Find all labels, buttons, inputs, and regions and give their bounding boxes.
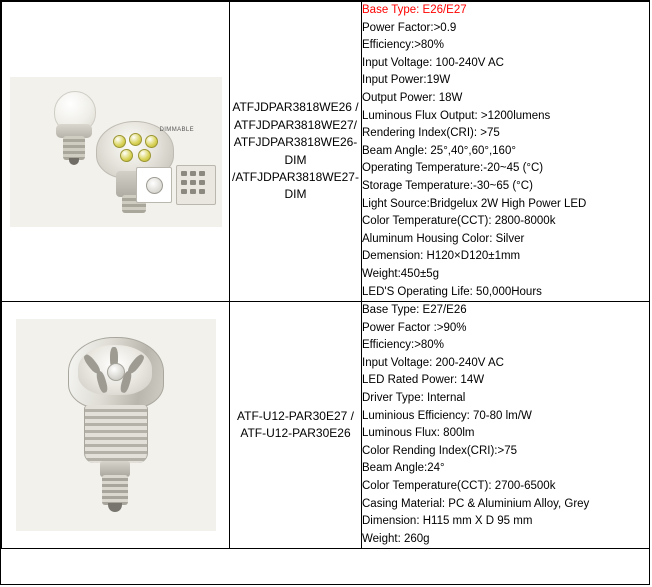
product-image-cell [2,2,230,302]
spec-item: Demension: H120×D120±1mm [362,250,521,263]
par30-lamp-icon [68,337,164,517]
spec-item: Operating Temperature:-20~45 (°C) [362,162,544,175]
spec-item: Luminious Efficiency: 70-80 lm/W [362,409,532,422]
spec-item: Rendering Index(CRI): >75 [362,127,500,140]
model-number-cell: ATF-U12-PAR30E27 / ATF-U12-PAR30E26 [230,302,362,549]
spec-item: Efficiency:>80% [362,39,444,52]
table-row [2,302,650,549]
spec-item: Input Voltage: 200-240V AC [362,356,504,369]
spec-item: Base Type: E26/E27 [362,4,467,16]
par38-bulb-back-icon [48,91,100,167]
spec-item: Color Temperature(CCT): 2700-6500k [362,480,556,493]
spec-item: Light Source:Bridgelux 2W High Power LED [362,197,587,210]
spec-item: Driver Type: Internal [362,392,466,405]
remote-control-icon [176,165,216,205]
spec-item: Input Voltage: 100-240V AC [362,56,504,69]
dimmable-caption: DIMMABLE [159,126,195,133]
spec-item: Input Power:19W [362,74,451,87]
spec-item: Luminous Flux Output: >1200lumens [362,109,551,122]
spec-item: Beam Angle:24° [362,462,445,475]
spec-item: Beam Angle: 25°,40°,60°,160° [362,144,516,157]
spec-item: Storage Temperature:-30~65 (°C) [362,179,533,192]
par30-lamp-photo [16,319,216,531]
spec-item: Output Power: 18W [362,91,463,104]
spec-item: Power Factor:>0.9 [362,21,457,34]
product-image-cell [2,302,230,549]
spec-item: Dimension: H115 mm X D 95 mm [362,515,533,528]
spec-list [362,2,649,301]
model-number-cell: ATFJDPAR3818WE26 / ATFJDPAR3818WE27/ ATFJDPAR3818WE26-DIM /ATFJDPAR3818WE27-DIM [230,2,362,302]
specifications-cell [362,302,650,549]
spec-item: Weight:450±5g [362,267,440,280]
spec-item: Power Factor :>90% [362,321,467,334]
spec-item: Color Temperature(CCT): 2800-8000k [362,215,556,228]
table-row [2,2,650,302]
spec-item: Efficiency:>80% [362,339,444,352]
specifications-cell [362,2,650,302]
spec-item: LED Rated Power: 14W [362,374,485,387]
par38-bulbs-photo [10,77,222,227]
spec-item: Casing Material: PC & Aluminium Alloy, Grey [362,497,590,510]
spec-item: Base Type: E27/E26 [362,304,467,317]
spec-item: Weight: 260g [362,532,430,545]
specification-table [1,1,650,549]
dimmer-knob-icon [136,167,172,203]
spec-item: Luminous Flux: 800lm [362,427,475,440]
spec-list [362,302,649,548]
spec-item: LED'S Operating Life: 50,000Hours [362,285,542,298]
spec-item: Aluminum Housing Color: Silver [362,232,525,245]
spec-item: Color Rending Index(CRI):>75 [362,444,518,457]
